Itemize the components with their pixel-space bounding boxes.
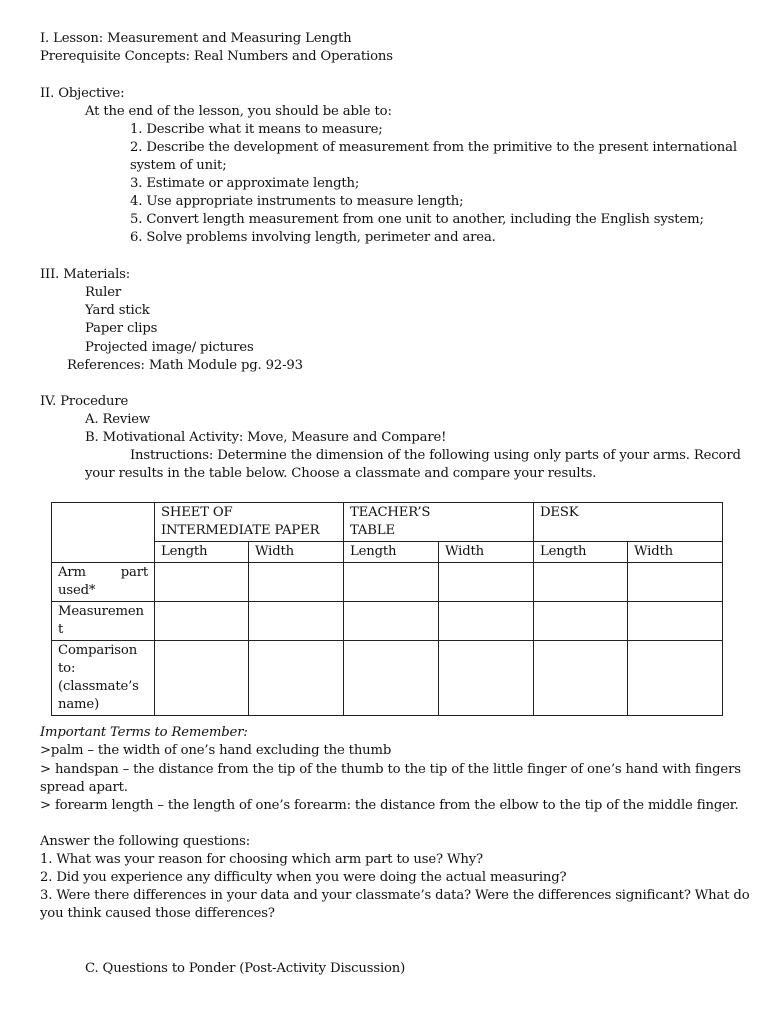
questions-to-ponder: C. Questions to Ponder (Post-Activity Discussion)	[85, 961, 406, 976]
references: References: Math Module pg. 92-93	[67, 358, 303, 373]
material-item: Yard stick	[85, 303, 150, 318]
empty-cell[interactable]	[628, 641, 723, 716]
subheader-cell: Width	[439, 542, 534, 563]
terms-heading: Important Terms to Remember:	[40, 725, 248, 740]
objective-item: 4. Use appropriate instruments to measure length;	[130, 194, 464, 209]
material-item: Paper clips	[85, 321, 158, 336]
objective-item: 2. Describe the development of measurement from the primitive to the present international	[130, 140, 737, 155]
procedure-review: A. Review	[85, 412, 151, 427]
material-item: Ruler	[85, 285, 121, 300]
subheader-cell: Length	[344, 542, 439, 563]
term-handspan-continued: spread apart.	[40, 780, 128, 795]
instructions-line: Instructions: Determine the dimension of the following using only parts of your arms. Record	[130, 448, 741, 463]
question-item: 2. Did you experience any difficulty when you were doing the actual measuring?	[40, 870, 567, 885]
column-group-header: DESK	[534, 503, 723, 542]
empty-cell[interactable]	[534, 563, 628, 602]
row-header-comparison: Comparison to: (classmate’s name)	[52, 641, 155, 716]
empty-cell[interactable]	[155, 563, 249, 602]
empty-cell[interactable]	[628, 563, 723, 602]
empty-cell[interactable]	[344, 602, 439, 641]
table-row	[52, 602, 723, 641]
column-group-header: TEACHER’S TABLE	[344, 503, 534, 542]
empty-cell[interactable]	[344, 641, 439, 716]
empty-cell[interactable]	[439, 563, 534, 602]
lesson-title: I. Lesson: Measurement and Measuring Length	[40, 31, 352, 46]
term-palm: >palm – the width of one’s hand excluding the thumb	[40, 743, 392, 758]
subheader-cell: Width	[628, 542, 723, 563]
empty-cell[interactable]	[534, 602, 628, 641]
empty-cell[interactable]	[249, 641, 344, 716]
table-row	[52, 641, 723, 716]
subheader-cell: Length	[155, 542, 249, 563]
subheader-cell: Width	[249, 542, 344, 563]
row-header-arm-part: Arm part used*	[52, 563, 155, 602]
column-group-header: SHEET OF INTERMEDIATE PAPER	[155, 503, 344, 542]
question-item-continued: you think caused those differences?	[40, 906, 275, 921]
term-handspan: > handspan – the distance from the tip of the thumb to the tip of the little finger of one’s hand with fingers	[40, 762, 741, 777]
empty-cell[interactable]	[344, 563, 439, 602]
empty-cell[interactable]	[155, 641, 249, 716]
row-header-measurement: Measuremen t	[52, 602, 155, 641]
empty-cell[interactable]	[534, 641, 628, 716]
empty-cell[interactable]	[249, 563, 344, 602]
instructions-line: your results in the table below. Choose a classmate and compare your results.	[85, 466, 597, 481]
empty-cell[interactable]	[249, 602, 344, 641]
objective-heading: II. Objective:	[40, 86, 125, 101]
question-item: 1. What was your reason for choosing which arm part to use? Why?	[40, 852, 483, 867]
procedure-heading: IV. Procedure	[40, 394, 129, 409]
table-corner-cell	[52, 503, 155, 563]
question-item: 3. Were there differences in your data and your classmate’s data? Were the differences significant? What do	[40, 888, 750, 903]
measurement-table	[51, 502, 723, 716]
objective-item: 3. Estimate or approximate length;	[130, 176, 360, 191]
objective-intro: At the end of the lesson, you should be able to:	[85, 104, 392, 119]
material-item: Projected image/ pictures	[85, 340, 254, 355]
empty-cell[interactable]	[439, 641, 534, 716]
objective-item: 1. Describe what it means to measure;	[130, 122, 383, 137]
empty-cell[interactable]	[439, 602, 534, 641]
objective-item: 5. Convert length measurement from one unit to another, including the English system;	[130, 212, 704, 227]
term-forearm: > forearm length – the length of one’s forearm: the distance from the elbow to the tip of the middle finger.	[40, 798, 739, 813]
empty-cell[interactable]	[628, 602, 723, 641]
table-row	[52, 563, 723, 602]
objective-item: system of unit;	[130, 158, 227, 173]
procedure-motivational: B. Motivational Activity: Move, Measure and Compare!	[85, 430, 447, 445]
objective-item: 6. Solve problems involving length, perimeter and area.	[130, 230, 496, 245]
prerequisite-concepts: Prerequisite Concepts: Real Numbers and Operations	[40, 49, 393, 64]
materials-heading: III. Materials:	[40, 267, 131, 282]
subheader-cell: Length	[534, 542, 628, 563]
questions-heading: Answer the following questions:	[40, 834, 251, 849]
empty-cell[interactable]	[155, 602, 249, 641]
